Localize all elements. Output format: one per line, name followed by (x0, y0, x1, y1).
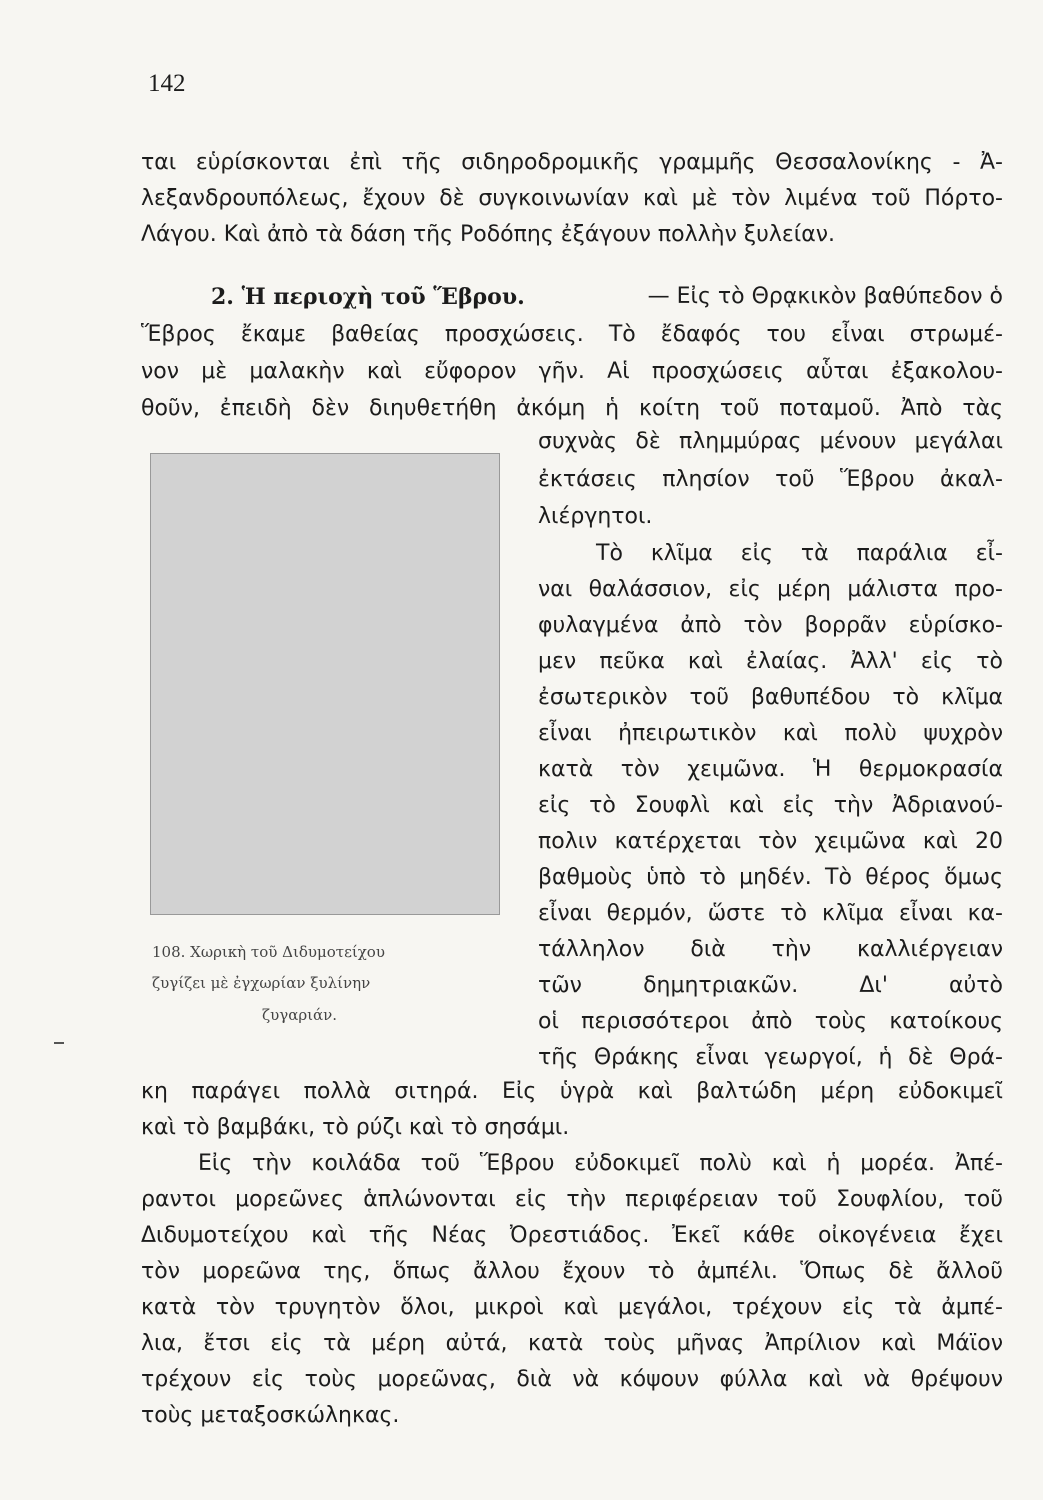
intro-line: λεξανδρουπόλεως, ἔχουν δὲ συγκοινωνίαν καὶ μὲ τὸν λιμένα τοῦ Πόρτο- (141, 186, 1003, 211)
paragraph-line: λια, ἔτσι εἰς τὰ μέρη αὐτά, κατὰ τοὺς μῆνας Ἀπρίλιον καὶ Μάϊον (141, 1331, 1003, 1356)
column-line: οἱ περισσότεροι ἀπὸ τοὺς κατοίκους (538, 1009, 1003, 1034)
paragraph-line: Ἕβρος ἔκαμε βαθείας προσχώσεις. Τὸ ἔδαφός του εἶναι στρωμέ- (141, 322, 1003, 347)
figure-caption-line: 108. Χωρικὴ τοῦ Διδυμοτείχου (152, 943, 385, 961)
column-line: τῶν δημητριακῶν. Δι' αὐτὸ (538, 973, 1003, 998)
margin-mark (54, 1042, 64, 1044)
figure-photo (150, 453, 500, 915)
column-line: εἰς τὸ Σουφλὶ καὶ εἰς τὴν Ἀδριανού- (538, 793, 1003, 818)
column-line: μεν πεῦκα καὶ ἐλαίας. Ἀλλ' εἰς τὸ (538, 649, 1003, 674)
paragraph-line: καὶ τὸ βαμβάκι, τὸ ρύζι καὶ τὸ σησάμι. (141, 1115, 570, 1140)
column-line: ἐκτάσεις πλησίον τοῦ Ἕβρου ἀκαλ- (538, 467, 1003, 492)
column-line: λιέργητοι. (538, 504, 653, 529)
column-line: εἶναι θερμόν, ὥστε τὸ κλῖμα εἶναι κα- (538, 901, 1003, 926)
paragraph-line: κη παράγει πολλὰ σιτηρά. Εἰς ὑγρὰ καὶ βαλτώδη μέρη εὐδοκιμεῖ (141, 1079, 1003, 1104)
column-line: ναι θαλάσσιον, εἰς μέρη μάλιστα προ- (538, 577, 1003, 602)
paragraph-line: νον μὲ μαλακὴν καὶ εὔφορον γῆν. Αἱ προσχώσεις αὗται ἐξακολου- (141, 359, 1003, 384)
paragraph-line: κατὰ τὸν τρυγητὸν ὅλοι, μικροὶ καὶ μεγάλοι, τρέχουν εἰς τὰ ἀμπέ- (141, 1295, 1003, 1320)
column-line: βαθμοὺς ὑπὸ τὸ μηδέν. Τὸ θέρος ὅμως (538, 865, 1003, 890)
column-line: φυλαγμένα ἀπὸ τὸν βορρᾶν εὑρίσκο- (538, 613, 1003, 638)
column-line: εἶναι ἠπειρωτικὸν καὶ πολὺ ψυχρὸν (538, 721, 1003, 746)
paragraph-line: ραντοι μορεῶνες ἁπλώνονται εἰς τὴν περιφέρειαν τοῦ Σουφλίου, τοῦ (141, 1187, 1003, 1212)
paragraph-line: Εἰς τὴν κοιλάδα τοῦ Ἕβρου εὐδοκιμεῖ πολὺ καὶ ἡ μορέα. Ἀπέ- (198, 1151, 1003, 1176)
section-heading: 2. Ἡ περιοχὴ τοῦ Ἕβρου. (211, 284, 525, 310)
section-heading-line (141, 282, 1003, 312)
column-line: κατὰ τὸν χειμῶνα. Ἡ θερμοκρασία (538, 757, 1003, 782)
paragraph-line: τὸν μορεῶνα της, ὅπως ἄλλου ἔχουν τὸ ἀμπέλι. Ὅπως δὲ ἄλλοῦ (141, 1259, 1003, 1284)
section-heading-rest: — Εἰς τὸ Θρᾳκικὸν βαθύπεδον ὁ (647, 284, 1003, 309)
figure-caption-line: ζυγίζει μὲ ἐγχωρίαν ξυλίνην (152, 974, 371, 992)
figure-caption-line: ζυγαριάν. (262, 1006, 338, 1024)
paragraph-line: τοὺς μεταξοσκώληκας. (141, 1403, 400, 1428)
paragraph-line: θοῦν, ἐπειδὴ δὲν διηυθετήθη ἀκόμη ἡ κοίτη τοῦ ποταμοῦ. Ἀπὸ τὰς (141, 396, 1003, 421)
intro-line: Λάγου. Καὶ ἀπὸ τὰ δάση τῆς Ροδόπης ἐξάγουν πολλὴν ξυλείαν. (141, 222, 835, 247)
column-line: τάλληλον διὰ τὴν καλλιέργειαν (538, 937, 1003, 962)
column-line: ἐσωτερικὸν τοῦ βαθυπέδου τὸ κλῖμα (538, 685, 1003, 710)
column-line: συχνὰς δὲ πλημμύρας μένουν μεγάλαι (538, 429, 1003, 454)
intro-line: ται εὑρίσκονται ἐπὶ τῆς σιδηροδρομικῆς γραμμῆς Θεσσαλονίκης - Ἀ- (141, 150, 1003, 175)
paragraph-line: Διδυμοτείχου καὶ τῆς Νέας Ὀρεστιάδος. Ἐκεῖ κάθε οἰκογένεια ἔχει (141, 1223, 1003, 1248)
column-line: Τὸ κλῖμα εἰς τὰ παράλια εἶ- (596, 541, 1003, 566)
column-line: πολιν κατέρχεται τὸν χειμῶνα καὶ 20 (538, 829, 1003, 854)
paragraph-line: τρέχουν εἰς τοὺς μορεῶνας, διὰ νὰ κόψουν φύλλα καὶ νὰ θρέψουν (141, 1367, 1003, 1392)
page-number: 142 (148, 70, 186, 97)
column-line: τῆς Θράκης εἶναι γεωργοί, ἡ δὲ Θρά- (538, 1045, 1003, 1070)
